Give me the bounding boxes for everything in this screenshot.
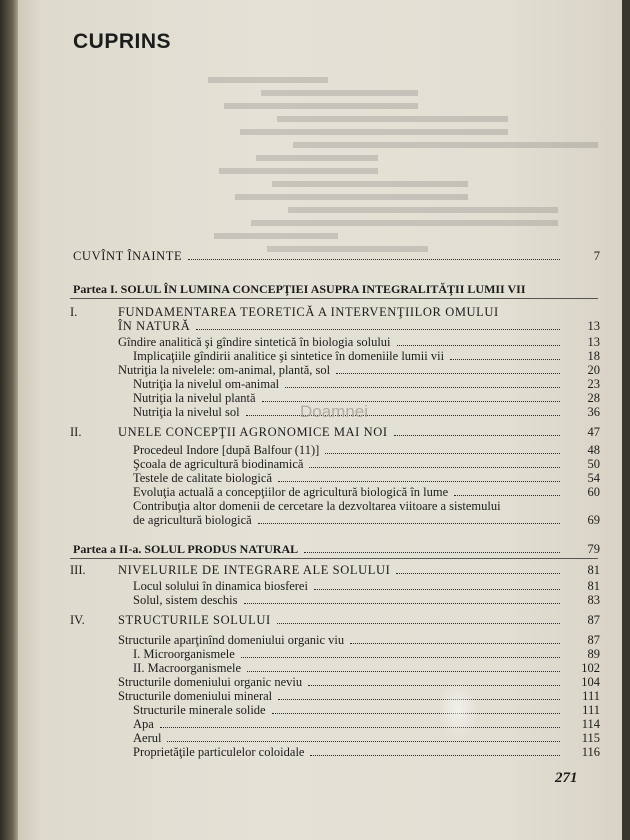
toc-entry xyxy=(133,349,566,363)
dot-leader xyxy=(454,495,560,496)
dot-leader xyxy=(309,467,560,468)
entry-page: 116 xyxy=(581,745,600,759)
page-number: 271 xyxy=(555,770,578,786)
dot-leader xyxy=(277,623,560,624)
entry-page: 115 xyxy=(581,731,600,745)
dot-leader xyxy=(246,415,560,416)
entry-title: Aerul xyxy=(133,731,162,745)
entry-page: 7 xyxy=(593,249,600,263)
show-through-line xyxy=(214,233,338,239)
entry-page: 87 xyxy=(587,613,600,627)
entry-number: I. xyxy=(70,305,78,319)
book-page xyxy=(18,0,622,840)
entry-title: Partea I. SOLUL ÎN LUMINA CONCEPŢIEI ASUPRA INTEGRALITĂŢII LUMII VII xyxy=(73,282,526,296)
dot-leader xyxy=(278,481,560,482)
toc-entry xyxy=(133,513,566,527)
toc-entry xyxy=(133,745,566,759)
entry-title: UNELE CONCEPŢII AGRONOMICE MAI NOI xyxy=(118,425,388,439)
toc-entry xyxy=(118,675,566,689)
dot-leader xyxy=(450,359,560,360)
entry-page: 48 xyxy=(587,443,600,457)
dot-leader xyxy=(336,373,560,374)
entry-page: 111 xyxy=(582,703,600,717)
entry-page: 18 xyxy=(587,349,600,363)
entry-page: 89 xyxy=(587,647,600,661)
entry-page: 81 xyxy=(587,579,600,593)
entry-page: 87 xyxy=(587,633,600,647)
dot-leader xyxy=(325,453,560,454)
toc-entry xyxy=(133,593,566,607)
show-through-text xyxy=(208,70,588,270)
entry-title: Structurile aparţinînd domeniului organic viu xyxy=(118,633,345,647)
show-through-line xyxy=(256,155,378,161)
dot-leader xyxy=(397,345,560,346)
entry-title: Solul, sistem deschis xyxy=(133,593,238,607)
toc-entry xyxy=(133,731,566,745)
entry-page: 114 xyxy=(581,717,600,731)
dot-leader xyxy=(244,603,560,604)
show-through-line xyxy=(293,142,598,148)
entry-title: Nutriţia la nivelul sol xyxy=(133,405,240,419)
toc-entry xyxy=(118,305,566,319)
entry-page: 60 xyxy=(587,485,600,499)
dot-leader xyxy=(272,713,560,714)
dot-leader xyxy=(188,259,560,260)
entry-title: Implicaţiile gîndirii analitice şi sintetice în domeniile lumii vii xyxy=(133,349,445,363)
entry-title: Partea a II-a. SOLUL PRODUS NATURAL xyxy=(73,542,299,556)
toc-entry xyxy=(73,249,566,263)
entry-title: Nutriţia la nivelul plantă xyxy=(133,391,256,405)
show-through-line xyxy=(251,220,558,226)
entry-page: 102 xyxy=(581,661,600,675)
entry-title: Procedeul Indore [după Balfour (11)] xyxy=(133,443,320,457)
dot-leader xyxy=(241,657,560,658)
show-through-line xyxy=(208,77,328,83)
show-through-line xyxy=(235,194,468,200)
entry-title: Nutriţia la nivelele: om-animal, plantă, sol xyxy=(118,363,331,377)
toc-entry xyxy=(118,563,566,577)
dot-leader xyxy=(258,523,560,524)
entry-title: I. Microorganismele xyxy=(133,647,235,661)
entry-title: Locul solului în dinamica biosferei xyxy=(133,579,308,593)
toc-entry xyxy=(133,703,566,717)
entry-title: Structurile domeniului organic neviu xyxy=(118,675,303,689)
dot-leader xyxy=(350,643,560,644)
toc-entry xyxy=(133,499,566,513)
entry-title: Testele de calitate biologică xyxy=(133,471,272,485)
light-glare xyxy=(438,680,478,740)
show-through-line xyxy=(261,90,418,96)
entry-page: 13 xyxy=(587,319,600,333)
toc-entry xyxy=(118,319,566,333)
entry-page: 81 xyxy=(587,563,600,577)
toc-entry xyxy=(118,613,566,627)
entry-number: IV. xyxy=(70,613,85,627)
entry-number: II. xyxy=(70,425,82,439)
toc-entry xyxy=(133,485,566,499)
entry-title: Proprietăţile particulelor coloidale xyxy=(133,745,305,759)
entry-title: Structurile minerale solide xyxy=(133,703,266,717)
entry-page: 36 xyxy=(587,405,600,419)
toc-entry xyxy=(133,579,566,593)
toc-entry xyxy=(73,282,566,296)
dot-leader xyxy=(314,589,560,590)
dot-leader xyxy=(308,685,560,686)
show-through-line xyxy=(272,181,468,187)
show-through-line xyxy=(224,103,418,109)
entry-page: 111 xyxy=(582,689,600,703)
toc-entry xyxy=(133,377,566,391)
toc-entry xyxy=(118,689,566,703)
entry-title: Nutriţia la nivelul om-animal xyxy=(133,377,280,391)
dot-leader xyxy=(394,435,560,436)
entry-title: Apa xyxy=(133,717,154,731)
dot-leader xyxy=(247,671,560,672)
entry-number: III. xyxy=(70,563,86,577)
entry-page: 69 xyxy=(587,513,600,527)
toc-entry xyxy=(73,542,566,556)
dot-leader xyxy=(160,727,560,728)
section-rule xyxy=(70,298,598,299)
page-title: CUPRINS xyxy=(73,30,172,53)
entry-title: II. Macroorganismele xyxy=(133,661,242,675)
entry-title: de agricultură biologică xyxy=(133,513,252,527)
show-through-line xyxy=(288,207,558,213)
toc-entry xyxy=(133,661,566,675)
toc-entry xyxy=(133,457,566,471)
entry-title: ÎN NATURĂ xyxy=(118,319,191,333)
dot-leader xyxy=(310,755,560,756)
dot-leader xyxy=(196,329,560,330)
entry-page: 79 xyxy=(587,542,600,556)
book-spine xyxy=(0,0,18,840)
toc-entry xyxy=(133,717,566,731)
entry-title: Contribuţia altor domenii de cercetare la dezvoltarea viitoare a sistemului xyxy=(133,499,501,513)
entry-title: Şcoala de agricultură biodinamică xyxy=(133,457,304,471)
entry-title: STRUCTURILE SOLULUI xyxy=(118,613,271,627)
show-through-line xyxy=(277,116,508,122)
entry-title: Gîndire analitică şi gîndire sintetică în biologia solului xyxy=(118,335,391,349)
entry-page: 50 xyxy=(587,457,600,471)
entry-page: 83 xyxy=(587,593,600,607)
dot-leader xyxy=(396,573,560,574)
entry-page: 104 xyxy=(581,675,600,689)
dot-leader xyxy=(278,699,560,700)
entry-page: 23 xyxy=(587,377,600,391)
entry-page: 28 xyxy=(587,391,600,405)
entry-title: CUVÎNT ÎNAINTE xyxy=(73,249,183,263)
toc-entry xyxy=(133,647,566,661)
entry-title: NIVELURILE DE INTEGRARE ALE SOLULUI xyxy=(118,563,391,577)
toc-entry xyxy=(118,425,566,439)
dot-leader xyxy=(285,387,560,388)
toc-entry xyxy=(118,633,566,647)
entry-page: 13 xyxy=(587,335,600,349)
section-rule xyxy=(70,558,598,559)
entry-title: Structurile domeniului mineral xyxy=(118,689,273,703)
watermark: Doamnei xyxy=(300,402,369,421)
toc-entry xyxy=(118,335,566,349)
entry-title: FUNDAMENTAREA TEORETICĂ A INTERVENŢIILOR OMULUI xyxy=(118,305,499,319)
entry-page: 54 xyxy=(587,471,600,485)
show-through-line xyxy=(219,168,378,174)
toc-entry xyxy=(133,443,566,457)
entry-page: 20 xyxy=(587,363,600,377)
show-through-line xyxy=(240,129,508,135)
dot-leader xyxy=(304,552,560,553)
toc-entry xyxy=(133,471,566,485)
entry-page: 47 xyxy=(587,425,600,439)
entry-title: Evoluţia actuală a concepţiilor de agricultură biologică în lume xyxy=(133,485,449,499)
toc-entry xyxy=(118,363,566,377)
dot-leader xyxy=(167,741,560,742)
